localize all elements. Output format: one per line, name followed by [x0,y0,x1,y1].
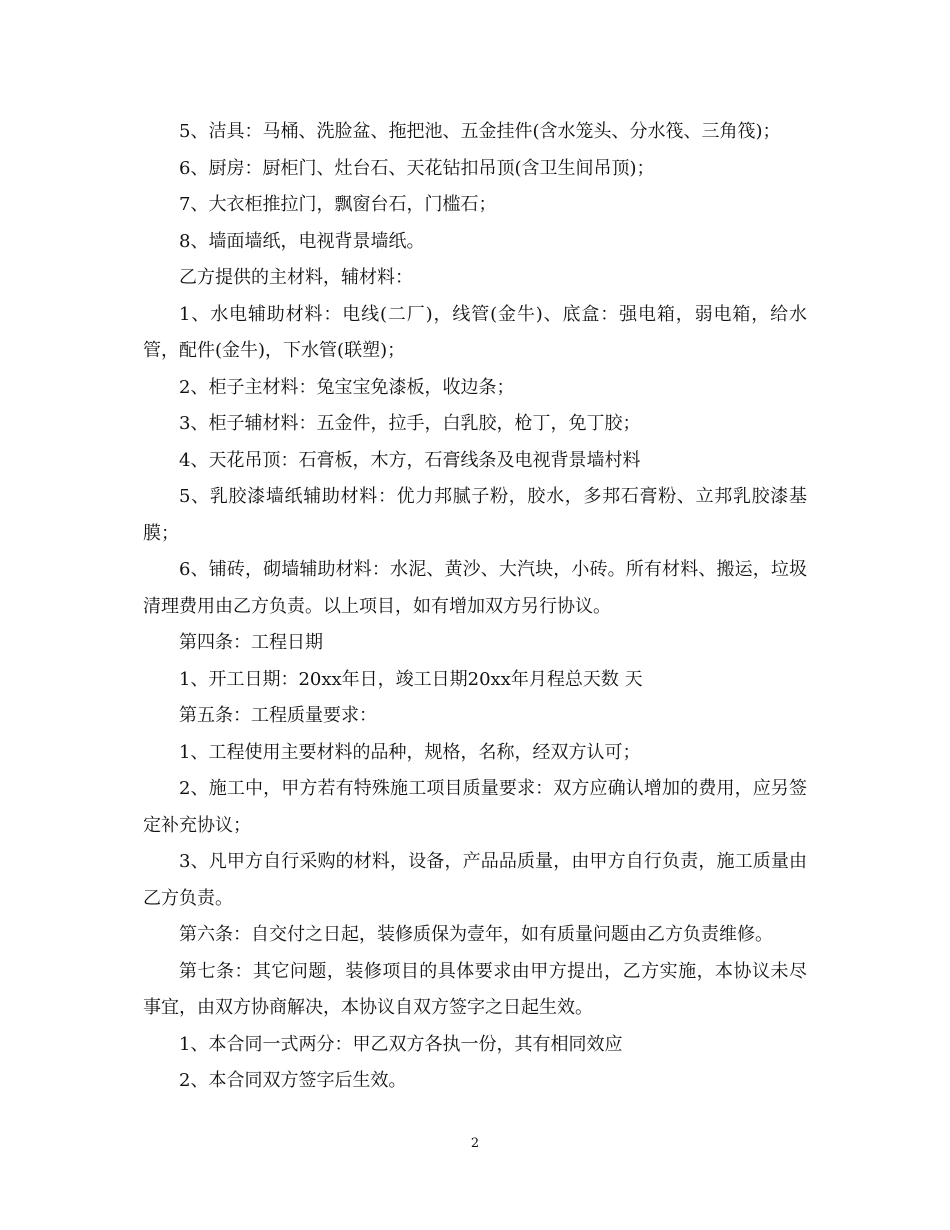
document-body [143,114,807,1100]
paragraph-item-self-purchased: 3、凡甲方自行采购的材料，设备，产品品质量，由甲方自行负责，施工质量由乙方负责。 [143,851,807,909]
paragraph-article-seven: 第七条：其它问题，装修项目的具体要求由甲方提出，乙方实施，本协议未尽事宜，由双方协商解决，本协议自双方签字之日起生效。 [143,960,807,1018]
paragraph-item-latex-paint: 5、乳胶漆墙纸辅助材料：优力邦腻子粉，胶水，多邦石膏粉、立邦乳胶漆基膜； [143,486,807,544]
paragraph-article-five-heading: 第五条：工程质量要求： [179,705,377,726]
paragraph-item-tiling-masonry: 6、铺砖，砌墙辅助材料：水泥、黄沙、大汽块，小砖。所有材料、搬运，垃圾清理费用由乙方负责。以上项目，如有增加双方另行协议。 [143,559,807,617]
paragraph-item-effective: 2、本合同双方签字后生效。 [179,1070,407,1091]
paragraph-item-schedule: 1、开工日期：20xx年日，竣工日期20xx年月程总天数 天 [179,668,643,690]
paragraph-article-four-heading: 第四条：工程日期 [179,632,323,653]
paragraph-item-wallpaper: 8、墙面墙纸，电视背景墙纸。 [179,230,425,252]
paragraph-item-sanitary: 5、洁具：马桶、洗脸盆、拖把池、五金挂件(含水笼头、分水筏、三角筏)； [179,121,781,142]
paragraph-item-cabinet-main: 2、柜子主材料：兔宝宝免漆板，收边条； [179,376,515,398]
paragraph-item-cabinet-auxiliary: 3、柜子辅材料：五金件，拉手，白乳胶，枪丁，免丁胶； [179,413,641,434]
paragraph-item-material-approval: 1、工程使用主要材料的品种，规格，名称，经双方认可； [179,741,641,763]
paragraph-item-special-requirements: 2、施工中，甲方若有特殊施工项目质量要求：双方应确认增加的费用，应另签定补充协议； [143,778,807,836]
paragraph-item-copies: 1、本合同一式两分：甲乙双方各执一份，其有相同效应 [179,1033,623,1055]
paragraph-item-ceiling: 4、天花吊顶：石膏板，木方，石膏线条及电视背景墙村料 [179,449,641,471]
paragraph-party-b-materials-heading: 乙方提供的主材料，辅材料： [179,267,413,288]
paragraph-item-kitchen: 6、厨房：厨柜门、灶台石、天花钻扣吊顶(含卫生间吊顶)； [179,157,655,179]
paragraph-article-six: 第六条：自交付之日起，装修质保为壹年，如有质量问题由乙方负责维修。 [179,924,773,945]
page-number: 2 [470,1136,480,1151]
paragraph-item-plumbing-electric: 1、水电辅助材料：电线(二厂)，线管(金牛)、底盒：强电箱，弱电箱，给水管，配件(金牛)，下水管(联塑)； [143,303,807,361]
paragraph-item-wardrobe: 7、大衣柜推拉门，飘窗台石，门槛石； [179,194,497,215]
